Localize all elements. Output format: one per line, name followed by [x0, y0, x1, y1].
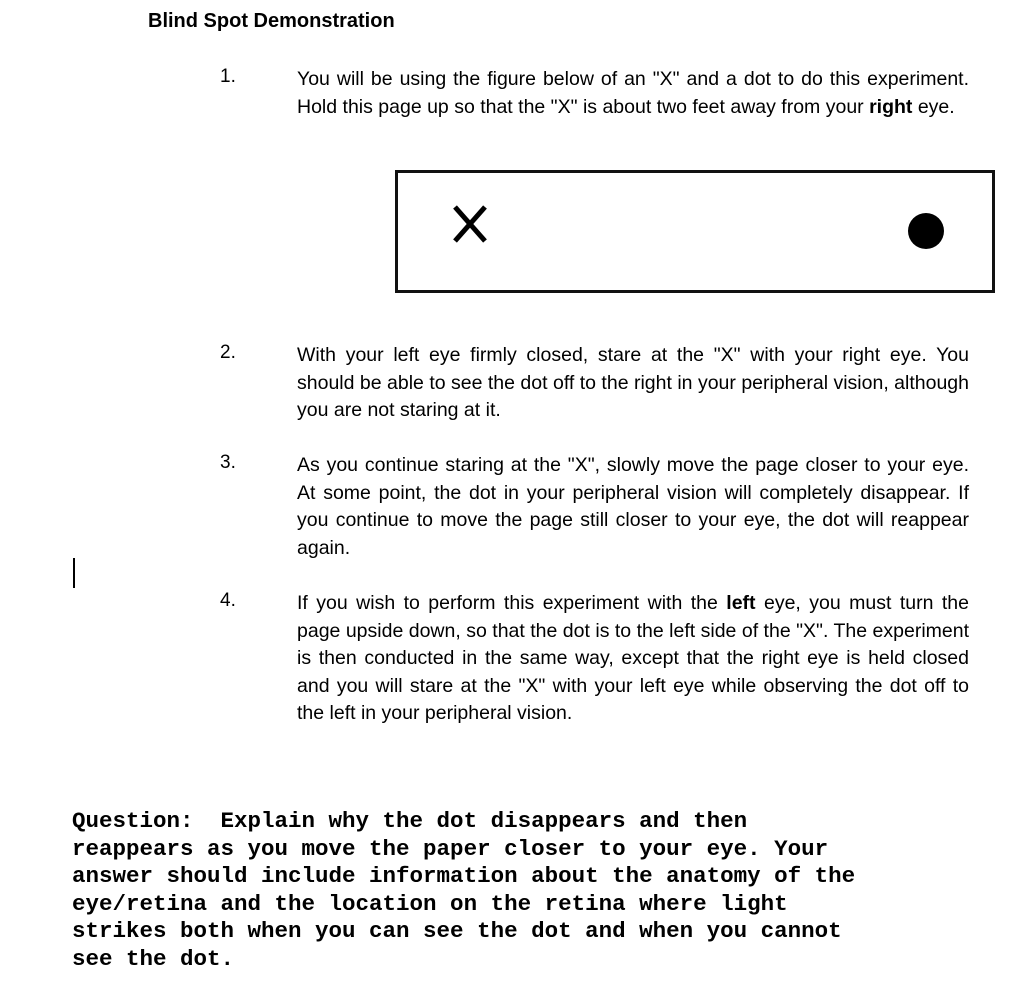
- step-number: 4.: [220, 590, 236, 611]
- step-text: With your left eye firmly closed, stare at the "X" with your right eye. You should be able to see the dot off to the right in your peripheral vision, although you are not staring at it.: [297, 344, 969, 421]
- question-line: answer should include information about the anatomy of the: [72, 863, 856, 889]
- x-mark-icon: [450, 202, 490, 246]
- question-block: [72, 808, 972, 973]
- page-title: Blind Spot Demonstration: [148, 10, 395, 32]
- text-cursor: [73, 558, 75, 588]
- step-number: 1.: [220, 66, 236, 87]
- question-line: eye/retina and the location on the retina where light: [72, 890, 788, 917]
- emphasis-right: right: [869, 95, 913, 118]
- step-number: 3.: [220, 452, 236, 473]
- step-text: You will be using the figure below of an "X" and a dot to do this experiment. Hold this page up so that the "X" is about two feet away from your right eye.: [297, 68, 969, 118]
- step-number: 2.: [220, 342, 236, 363]
- question-line: see the dot.: [72, 945, 235, 972]
- emphasis-left: left: [726, 592, 756, 614]
- step-text: As you continue staring at the "X", slowly move the page closer to your eye. At some point, the dot in your peripheral vision will completely disappear. If you continue to move the page still closer to your eye, the dot will reappear again.: [297, 454, 969, 559]
- question-line: reappears as you move the paper closer to your eye. Your: [72, 835, 829, 862]
- question-line: strikes both when you can see the dot and when you cannot: [72, 918, 842, 944]
- dot-icon: [908, 213, 944, 249]
- question-line: Question: Explain why the dot disappears and then: [72, 808, 748, 834]
- step-text: If you wish to perform this experiment with the left eye, you must turn the page upside down, so that the dot is to the left side of the "X". The experiment is then conducted in the same way, except that the right eye is held closed and you will stare at the "X" with your left eye while observing the dot off to the left in your peripheral vision.: [297, 592, 969, 724]
- blind-spot-figure: [395, 170, 995, 293]
